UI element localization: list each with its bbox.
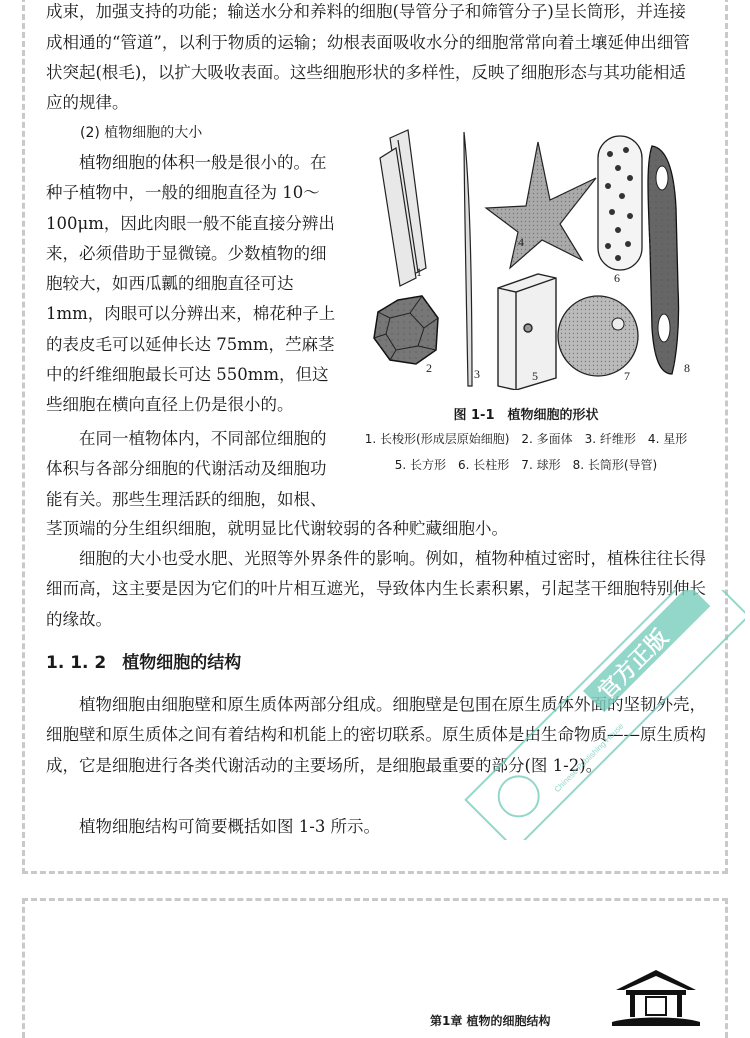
intro-line: 状突起(根毛)，以扩大吸收表面。这些细胞形状的多样性，反映了细胞形态与其功能相适 — [46, 63, 686, 82]
structure-paragraph: 植物细胞由细胞壁和原生质体两部分组成。细胞壁是包围在原生质体外面的坚韧外壳，细胞壁和原生质体之间有着结构和机能上的密切联系。原生质体是由生命物质——原生质构成，它是细胞进行各类代谢活动的主要场所，是细胞最重要的部分(图 1-2)。 — [46, 695, 706, 775]
figure-number-label: 3 — [474, 367, 480, 381]
cell-shapes-figure — [360, 128, 702, 390]
figure-number-label: 4 — [518, 235, 524, 249]
fiber-cell — [464, 132, 472, 386]
column-cell — [598, 136, 642, 270]
pavilion-ornament — [612, 966, 700, 1026]
intro-line: 成相通的“管道”，以利于物质的运输；幼根表面吸收水分的细胞常常向着土壤延伸出细管 — [46, 33, 690, 52]
intro-line: 应的规律。 — [46, 93, 129, 112]
running-footer: 第1章 植物的细胞结构 — [430, 1014, 551, 1028]
figure-number-label: 6 — [614, 271, 620, 285]
size-paragraph: 植物细胞的体积一般是很小的。在种子植物中，一般的细胞直径为 10～100μm，因此肉眼一般不能直接分辨出来，必须借助于显微镜。少数植物的细胞较大，如西瓜瓤的细胞直径可达 1mm，肉眼可以分辨出来，棉花种子上的表皮毛可以延伸长达 75mm，苎麻茎中的纤维细胞最长可达 550mm，但这些细胞在横向直径上仍是很小的。 — [46, 153, 336, 415]
figure-legend-line: 1. 长梭形(形成层原始细胞) 2. 多面体 3. 纤维形 4. 星形 — [364, 432, 688, 446]
watermark-small-text: Chinese Publishing House — [552, 721, 626, 795]
figure-caption: 图 1-1 植物细胞的形状 — [453, 408, 599, 423]
figure-number-label: 1 — [416, 265, 422, 279]
figure-legend-line: 5. 长方形 6. 长柱形 7. 球形 8. 长筒形(导管) — [394, 458, 658, 472]
official-edition-watermark — [455, 590, 745, 840]
environment-paragraph: 细胞的大小也受水肥、光照等外界条件的影响。例如，植物种植过密时，植株往往长得细而高，这主要是因为它们的叶片相互遮光，导致体内生长素积累，引起茎干细胞特别伸长的缘故。 — [46, 549, 706, 629]
watermark-text: 官方正版 — [593, 625, 674, 706]
fusiform-cell — [380, 130, 426, 286]
section-title-text: 植物细胞的结构 — [122, 653, 242, 673]
vessel-cell — [648, 146, 679, 374]
summary-paragraph: 植物细胞结构可简要概括如图 1-3 所示。 — [79, 817, 381, 836]
spherical-cell — [558, 296, 638, 376]
rectangular-cell — [498, 274, 556, 390]
same-plant-paragraph: 在同一植物体内，不同部位细胞的体积与各部分细胞的代谢活动及细胞功能有关。那些生理活跃的细胞，如根、 — [46, 429, 327, 509]
section-number: 1. 1. 2 — [46, 653, 107, 673]
polyhedron-cell — [374, 296, 438, 364]
intro-line: 成束，加强支持的功能；输送水分和养料的细胞(导管分子和筛管分子)呈长筒形，并连接 — [46, 2, 686, 21]
figure-number-label: 8 — [684, 361, 690, 375]
figure-number-label: 7 — [624, 369, 630, 383]
figure-number-label: 5 — [532, 369, 538, 383]
section-title — [46, 648, 241, 673]
subheading: (2) 植物细胞的大小 — [80, 125, 203, 141]
same-plant-continuation: 茎顶端的分生组织细胞，就明显比代谢较弱的各种贮藏细胞小。 — [46, 519, 508, 538]
figure-number-label: 2 — [426, 361, 432, 375]
